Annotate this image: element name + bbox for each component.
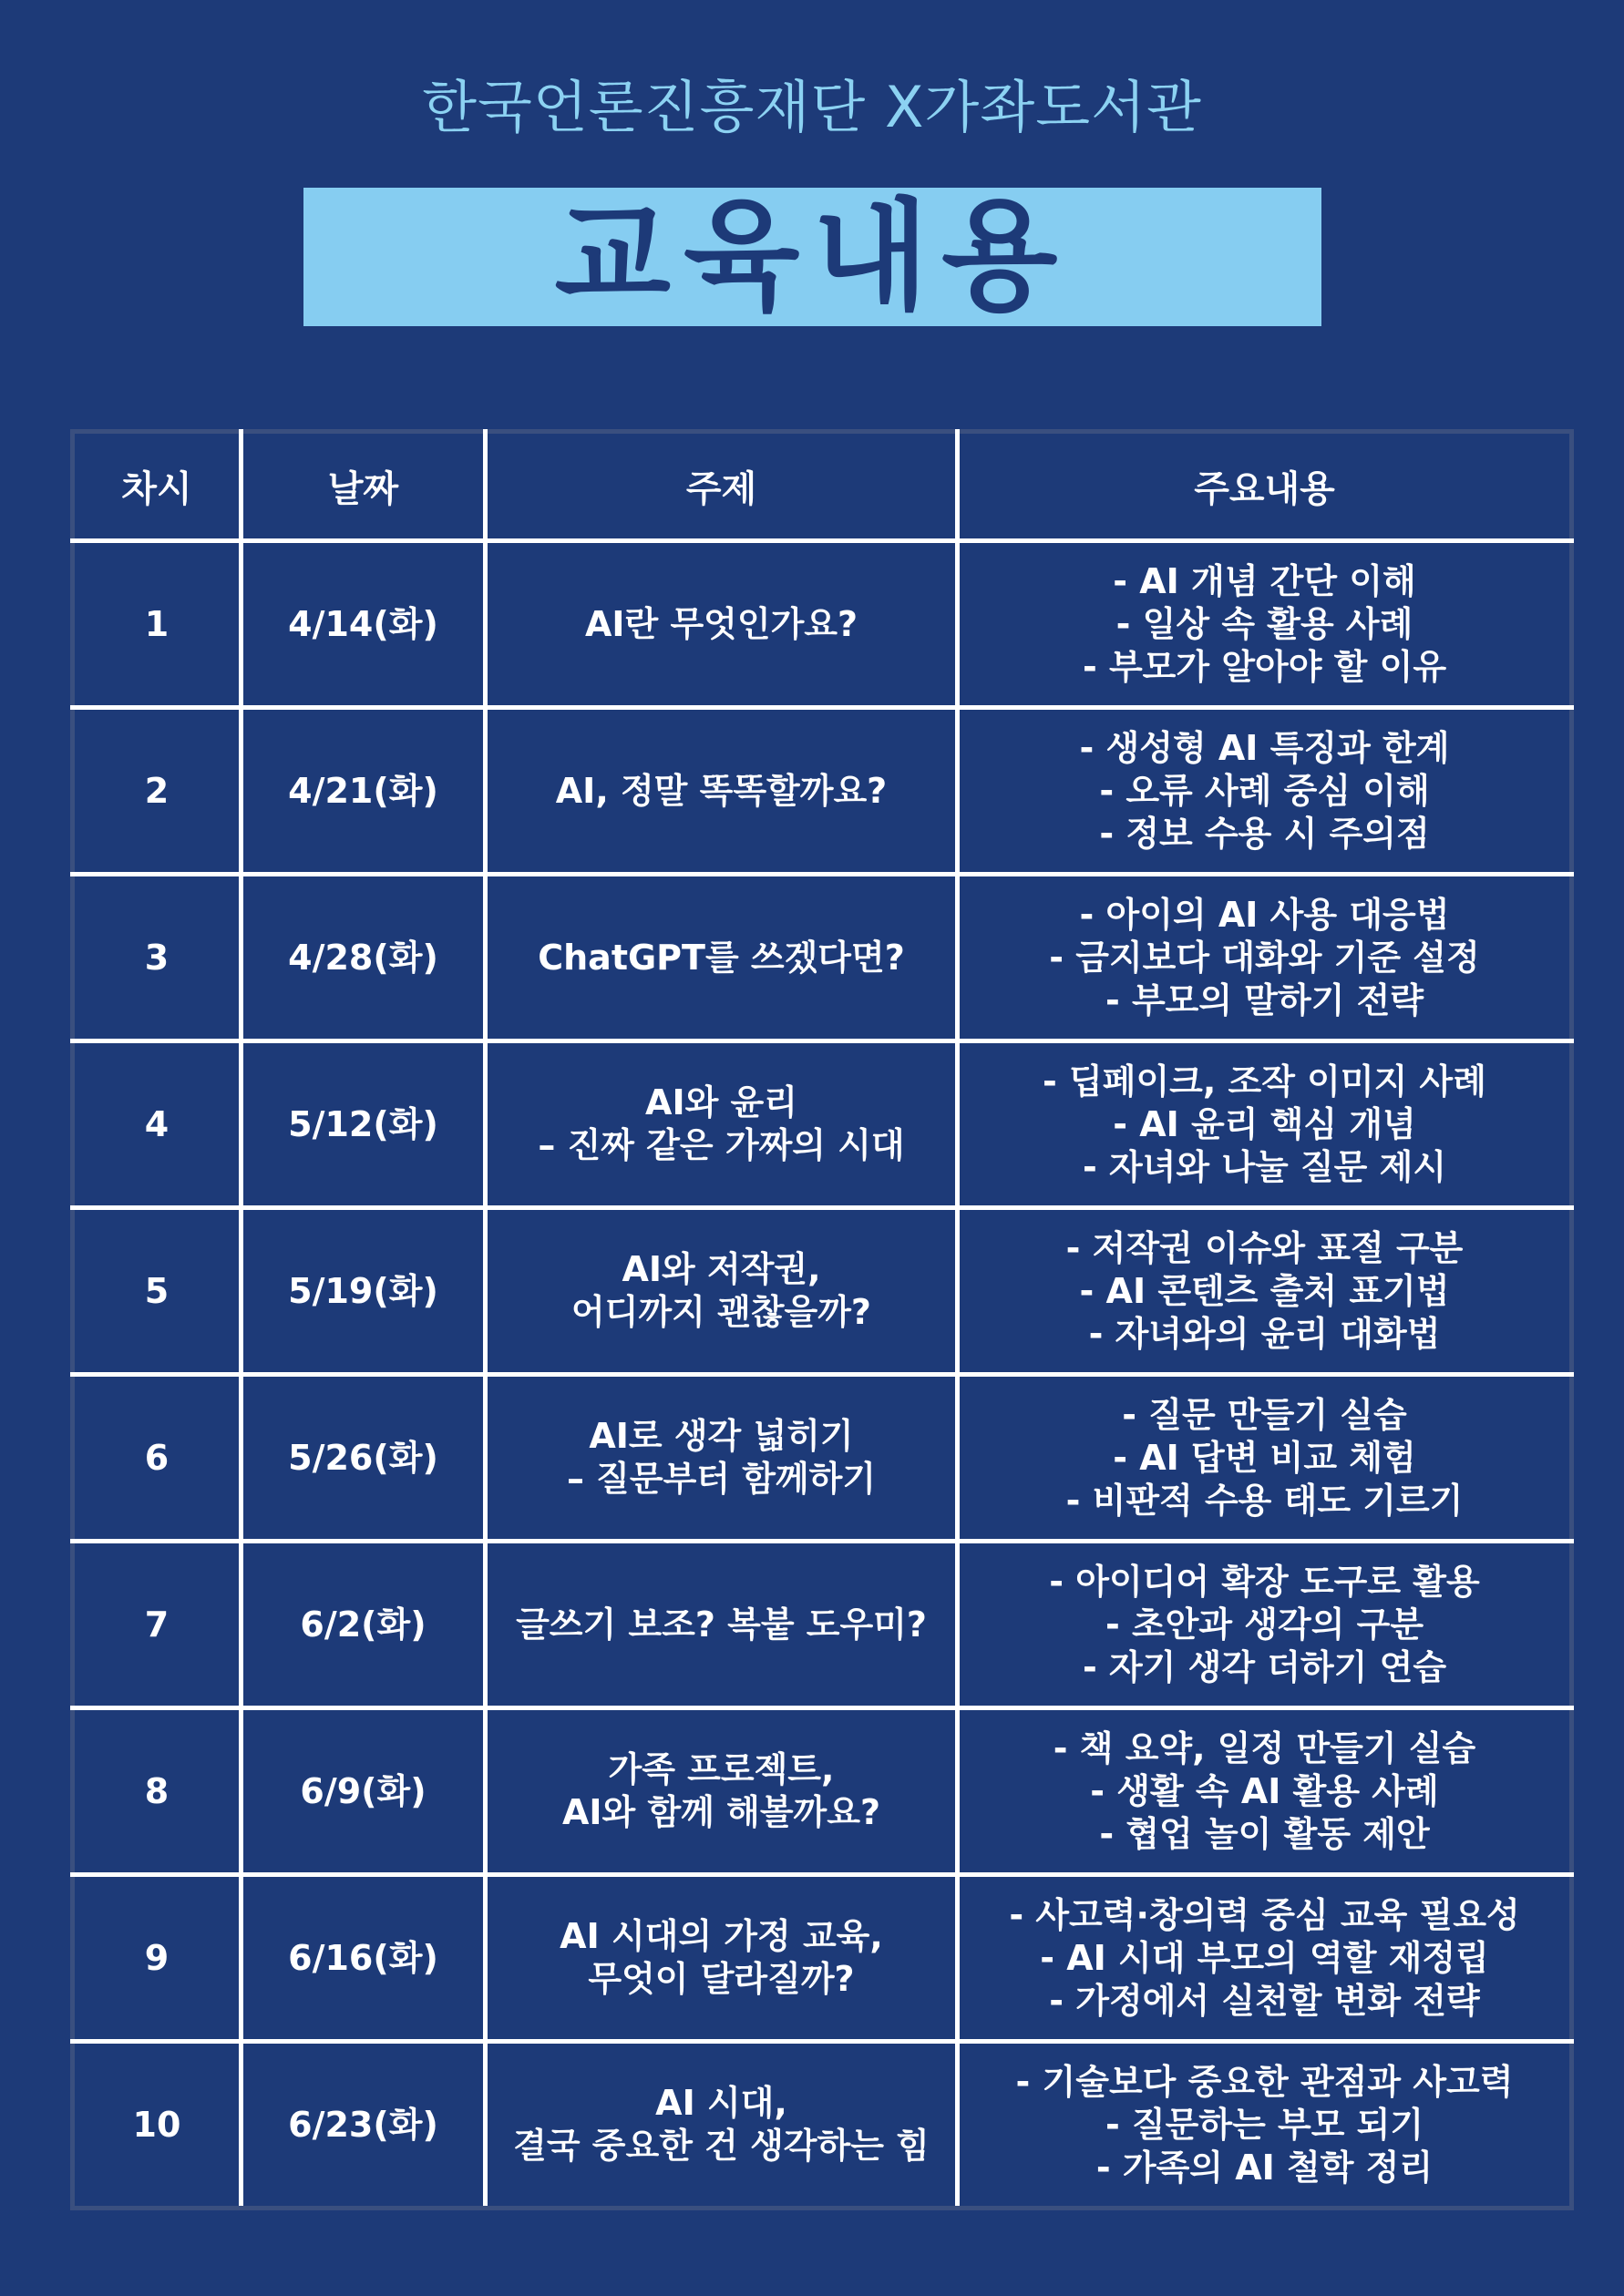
topic-line: AI란 무엇인가요? (584, 603, 858, 644)
topic-cell (486, 541, 958, 708)
session-cell: 9 (73, 1875, 242, 2042)
topic-cell (486, 1708, 958, 1875)
date-cell: 4/28(화) (242, 875, 486, 1041)
content-line: - AI 개념 간단 이해 (1113, 560, 1416, 601)
session-cell: 4 (73, 1041, 242, 1208)
content-line: - 아이의 AI 사용 대응법 (1079, 894, 1450, 935)
content-line: - 생활 속 AI 활용 사례 (1090, 1770, 1439, 1811)
content-line: - 책 요약, 일정 만들기 실습 (1053, 1727, 1476, 1768)
content-line: - 자녀와의 윤리 대화법 (1088, 1313, 1441, 1354)
content-line: - 자기 생각 더하기 연습 (1082, 1646, 1447, 1687)
organizer-subtitle: 한국언론진흥재단 X가좌도서관 (422, 74, 1202, 140)
content-cell (958, 1875, 1572, 2042)
table-row (73, 541, 1572, 708)
topic-line: 글쓰기 보조? 복붙 도우미? (516, 1604, 927, 1645)
table-row (73, 1708, 1572, 1875)
content-line: - AI 윤리 핵심 개념 (1113, 1103, 1416, 1144)
date-cell: 6/9(화) (242, 1708, 486, 1875)
content-line: - 오류 사례 중심 이해 (1099, 770, 1430, 811)
topic-cell (486, 1041, 958, 1208)
content-cell (958, 875, 1572, 1041)
topic-cell (486, 1375, 958, 1542)
content-cell (958, 2042, 1572, 2209)
topic-cell (486, 1208, 958, 1375)
topic-cell (486, 708, 958, 875)
date-cell: 4/14(화) (242, 541, 486, 708)
content-line: - 금지보다 대화와 기준 설정 (1049, 937, 1480, 978)
topic-line: 결국 중요한 건 생각하는 힘 (513, 2126, 930, 2166)
topic-line: AI와 저작권, (622, 1249, 821, 1289)
content-line: - 가족의 AI 철학 정리 (1095, 2147, 1434, 2188)
table-row (73, 1542, 1572, 1708)
table-row (73, 1875, 1572, 2042)
topic-line: AI 시대의 가정 교육, (560, 1916, 883, 1956)
content-cell (958, 708, 1572, 875)
date-cell: 5/12(화) (242, 1041, 486, 1208)
content-cell (958, 1542, 1572, 1708)
table-header-row (73, 432, 1572, 541)
content-line: - 저작권 이슈와 표절 구분 (1065, 1227, 1464, 1268)
content-line: - 협업 놀이 활동 제안 (1099, 1813, 1430, 1854)
content-line: - 기술보다 중요한 관점과 사고력 (1015, 2061, 1514, 2102)
topic-line: – 진짜 같은 가짜의 시대 (538, 1125, 905, 1165)
content-line: - 사고력·창의력 중심 교육 필요성 (1009, 1894, 1520, 1935)
date-cell: 5/19(화) (242, 1208, 486, 1375)
topic-line: ChatGPT를 쓰겠다면? (538, 937, 905, 978)
table-row (73, 1208, 1572, 1375)
content-line: - AI 콘텐츠 출처 표기법 (1079, 1270, 1450, 1311)
topic-line: AI와 윤리 (645, 1082, 797, 1122)
topic-line: 가족 프로젝트, (608, 1749, 835, 1789)
header-content: 주요내용 (958, 432, 1572, 541)
content-cell (958, 1041, 1572, 1208)
table-row (73, 2042, 1572, 2209)
content-cell (958, 541, 1572, 708)
topic-cell (486, 875, 958, 1041)
content-line: - AI 답변 비교 체험 (1113, 1437, 1416, 1478)
session-cell: 5 (73, 1208, 242, 1375)
table-row (73, 708, 1572, 875)
content-line: - 비판적 수용 태도 기르기 (1065, 1480, 1464, 1521)
content-line: - 부모의 말하기 전략 (1105, 979, 1424, 1020)
content-line: - 일상 속 활용 사례 (1115, 603, 1413, 644)
date-cell: 4/21(화) (242, 708, 486, 875)
topic-cell (486, 2042, 958, 2209)
header-date: 날짜 (242, 432, 486, 541)
date-cell: 5/26(화) (242, 1375, 486, 1542)
content-line: - 부모가 알아야 할 이유 (1082, 646, 1447, 687)
topic-line: AI로 생각 넓히기 (589, 1416, 854, 1456)
content-cell (958, 1375, 1572, 1542)
content-line: - 질문 만들기 실습 (1122, 1394, 1407, 1435)
content-cell (958, 1208, 1572, 1375)
session-cell: 8 (73, 1708, 242, 1875)
content-line: - 생성형 AI 특징과 한계 (1079, 727, 1450, 768)
topic-line: 어디까지 괜찮을까? (571, 1292, 871, 1332)
content-line: - 정보 수용 시 주의점 (1099, 813, 1430, 854)
topic-line: AI 시대, (655, 2083, 787, 2123)
session-cell: 10 (73, 2042, 242, 2209)
table-row (73, 1375, 1572, 1542)
content-line: - 질문하는 부모 되기 (1105, 2104, 1424, 2145)
topic-line: AI와 함께 해볼까요? (561, 1792, 880, 1832)
topic-line: 무엇이 달라질까? (588, 1959, 855, 1999)
topic-cell (486, 1875, 958, 2042)
session-cell: 2 (73, 708, 242, 875)
content-line: - 가정에서 실천할 변화 전략 (1049, 1980, 1480, 2021)
content-cell (958, 1708, 1572, 1875)
session-cell: 1 (73, 541, 242, 708)
session-cell: 3 (73, 875, 242, 1041)
topic-line: AI, 정말 똑똑할까요? (555, 770, 888, 811)
session-cell: 7 (73, 1542, 242, 1708)
header-topic: 주제 (486, 432, 958, 541)
content-line: - AI 시대 부모의 역할 재정립 (1040, 1937, 1489, 1978)
date-cell: 6/16(화) (242, 1875, 486, 2042)
date-cell: 6/23(화) (242, 2042, 486, 2209)
schedule-table (70, 429, 1574, 2210)
title-banner (303, 188, 1321, 326)
topic-line: – 질문부터 함께하기 (566, 1459, 877, 1499)
date-cell: 6/2(화) (242, 1542, 486, 1708)
page-title: 교육내용 (554, 187, 1071, 327)
content-line: - 딥페이크, 조작 이미지 사례 (1043, 1061, 1486, 1102)
content-line: - 자녀와 나눌 질문 제시 (1082, 1146, 1447, 1187)
header-session: 차시 (73, 432, 242, 541)
session-cell: 6 (73, 1375, 242, 1542)
table-row (73, 1041, 1572, 1208)
topic-cell (486, 1542, 958, 1708)
content-line: - 초안과 생각의 구분 (1105, 1604, 1424, 1645)
table-row (73, 875, 1572, 1041)
content-line: - 아이디어 확장 도구로 활용 (1049, 1561, 1480, 1602)
